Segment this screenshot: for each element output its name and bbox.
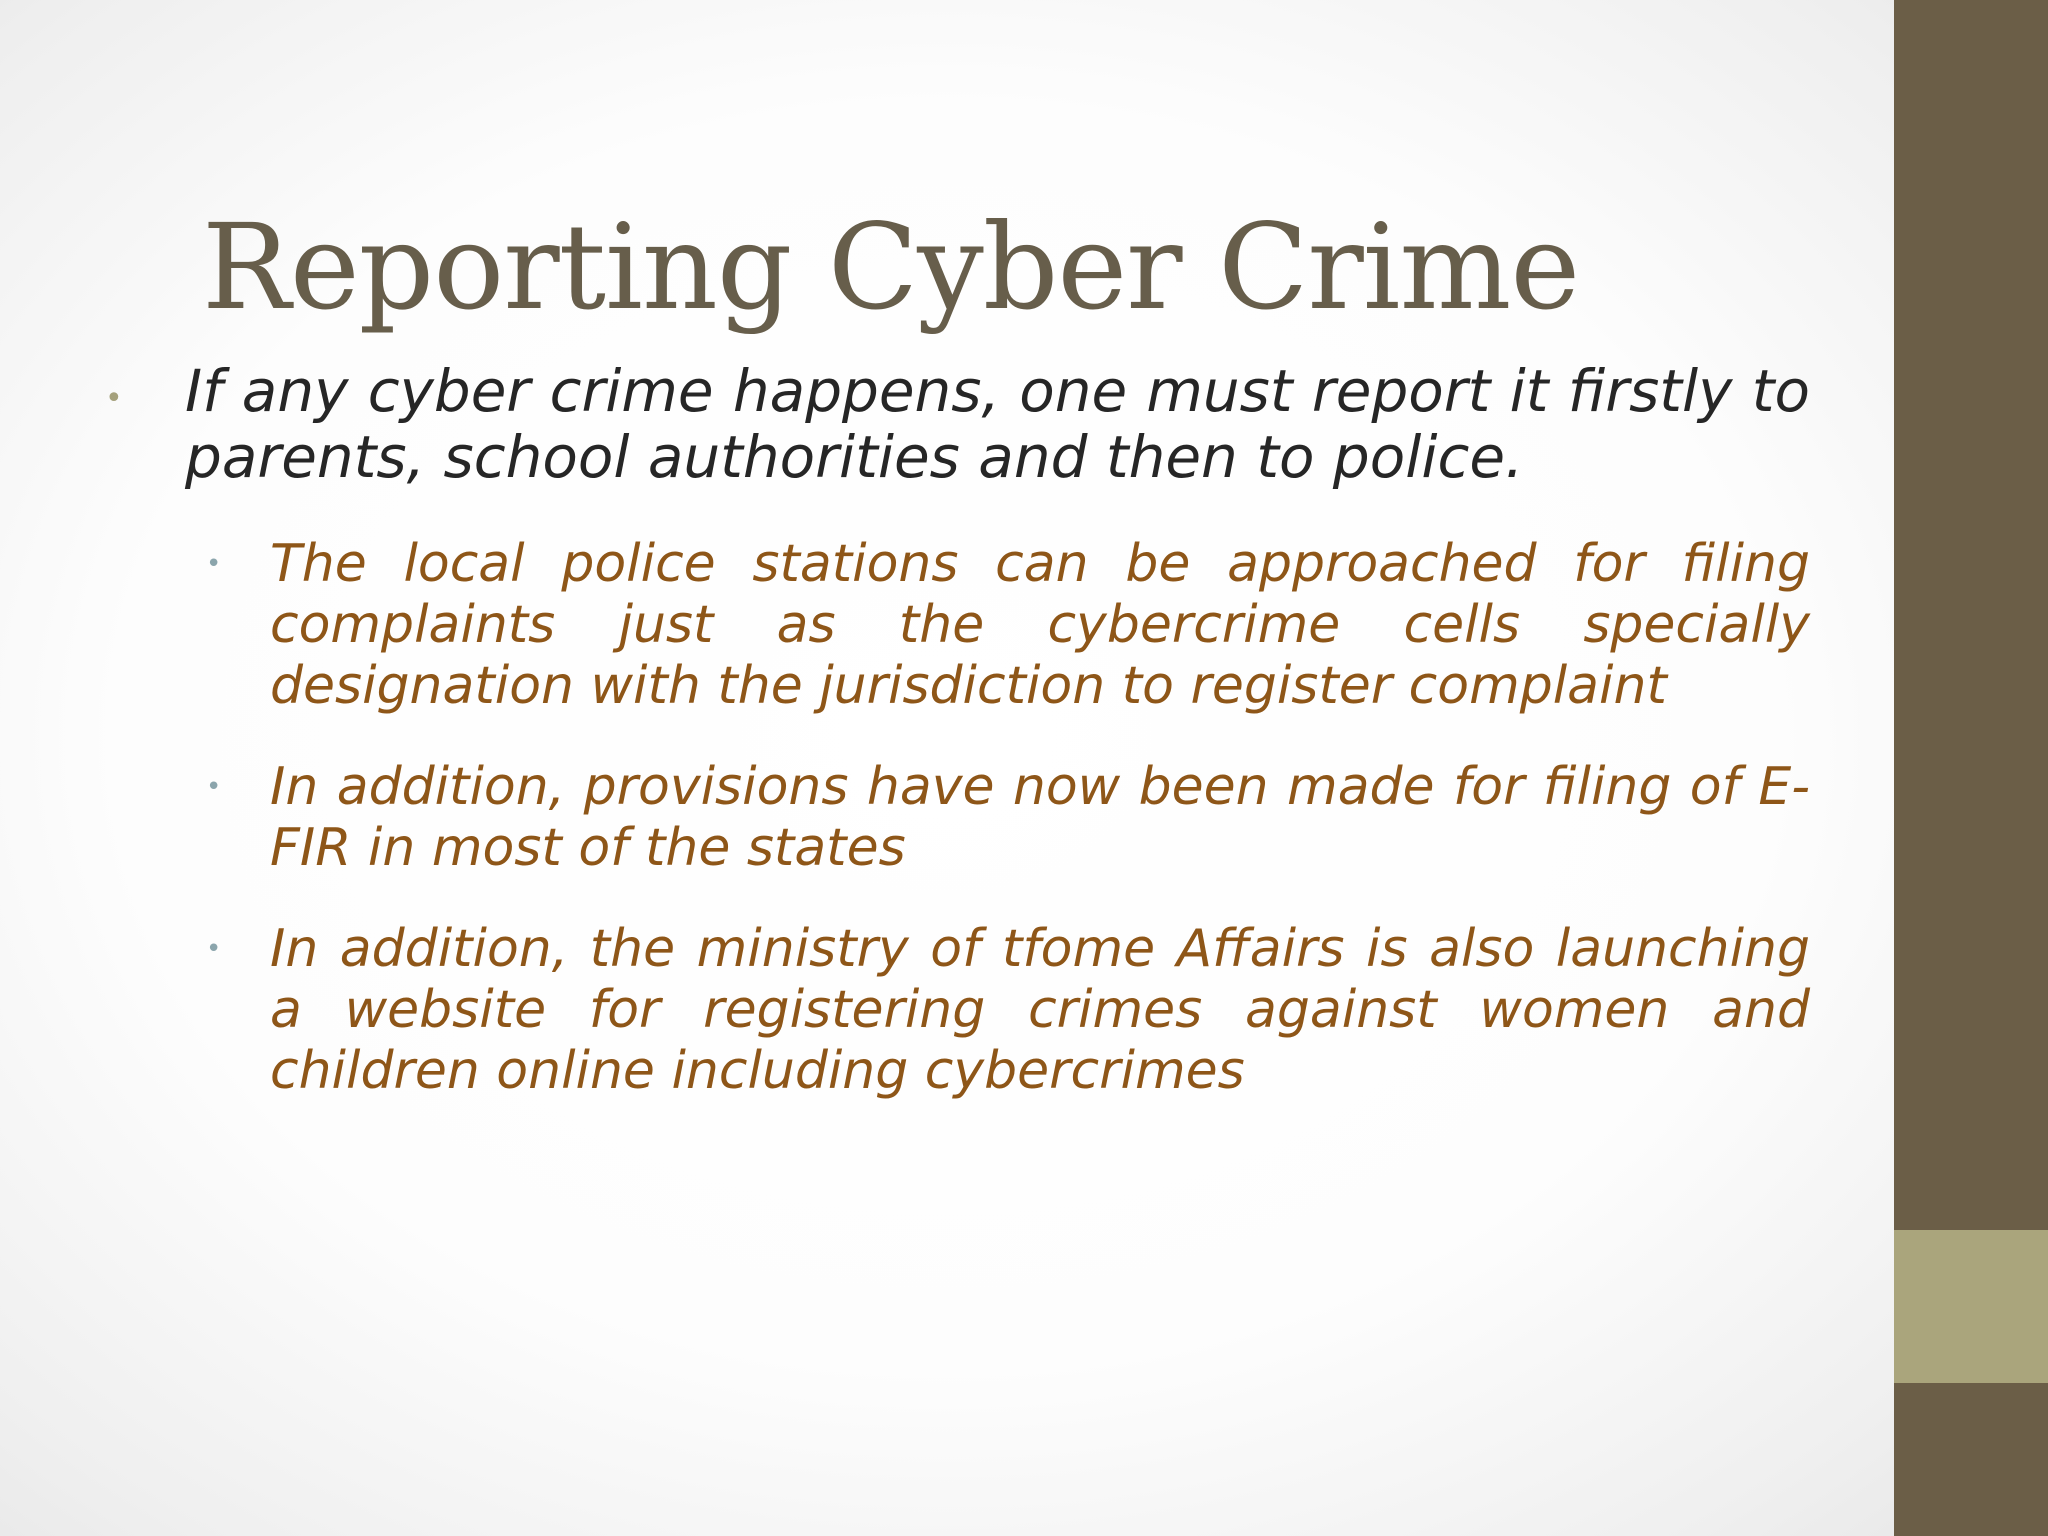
bullet-level2-police-stations: [206, 534, 1810, 717]
bullet-dot-icon: •: [206, 934, 222, 964]
bullet-dot-icon: •: [206, 772, 222, 802]
bullet-text: If any cyber crime happens, one must report it firstly to parents, school authorities and then to police.: [185, 357, 1810, 491]
bullet-dot-icon: •: [206, 549, 222, 579]
bullet-level2-ministry-website: [206, 919, 1810, 1102]
bullet-level2-e-fir: [206, 757, 1810, 879]
bullet-text: In addition, the ministry of tfome Affairs is also launching a website for registering crimes against women and children online including cybercrimes: [270, 919, 1810, 1101]
decorative-side-accent: [1894, 1230, 2048, 1383]
bullet-text: The local police stations can be approached for filing complaints just as the cybercrime cells specially designation with the jurisdiction to register complaint: [270, 534, 1810, 716]
bullet-text: In addition, provisions have now been made for filing of E-FIR in most of the states: [270, 757, 1810, 878]
slide-title: Reporting Cyber Crime: [202, 198, 1580, 336]
slide-body: [105, 358, 1810, 1102]
bullet-level1: [105, 358, 1810, 490]
bullet-dot-icon: •: [105, 381, 123, 416]
